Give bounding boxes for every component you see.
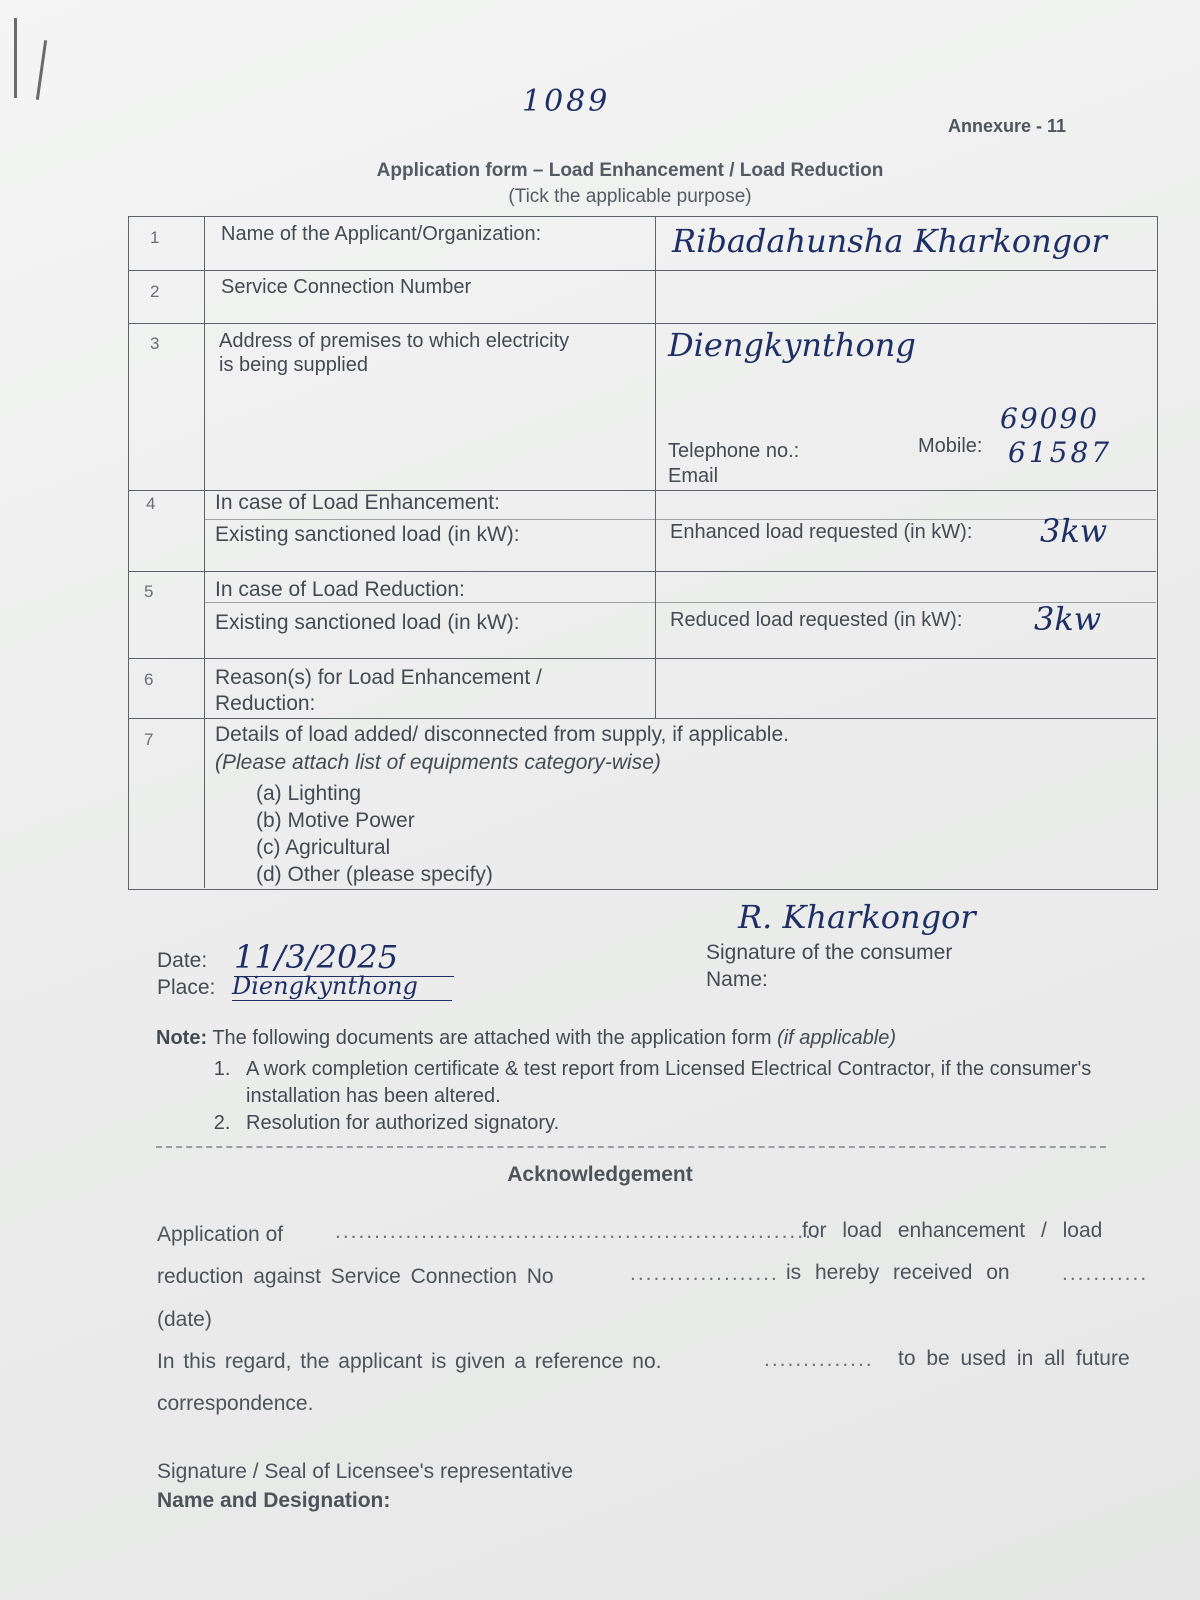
reduced-load-requested-value: 3kw (1034, 600, 1102, 638)
service-connection-label: Service Connection Number (221, 276, 472, 298)
name-designation-label: Name and Designation: (157, 1489, 391, 1512)
note-label: Note: (156, 1027, 208, 1049)
attached-documents-list (156, 1056, 1156, 1137)
mobile-value-line1: 69090 (1000, 402, 1100, 435)
load-details-label: Details of load added/ disconnected from supply, if applicable. (215, 723, 789, 746)
ack-line5: correspondence. (157, 1392, 314, 1415)
address-label-line2: is being supplied (219, 354, 368, 376)
row-number-3: 3 (150, 334, 160, 353)
ack-line2-start: reduction against Service Connection No (157, 1265, 554, 1288)
row-number-2: 2 (150, 282, 160, 301)
load-enhancement-heading: In case of Load Enhancement: (215, 491, 500, 514)
ack-line3: (date) (157, 1308, 212, 1331)
enhancement-existing-load-label: Existing sanctioned load (in kW): (215, 523, 520, 546)
enhanced-load-requested-label: Enhanced load requested (in kW): (670, 521, 973, 543)
equipment-category-item: (c) Agricultural (256, 836, 391, 859)
ack-line2-blank-1: ................... (630, 1262, 779, 1285)
table-col-divider-num (204, 216, 205, 888)
date-value: 11/3/2025 (234, 938, 454, 977)
reduced-load-requested-label: Reduced load requested (in kW): (670, 609, 963, 631)
ack-line2-blank-2: ........... (1062, 1262, 1149, 1285)
email-label: Email (668, 465, 719, 487)
acknowledgement-title: Acknowledgement (507, 1163, 693, 1186)
row-number-1: 1 (150, 228, 160, 247)
form-subtitle: (Tick the applicable purpose) (508, 186, 752, 207)
place-value: Diengkynthong (232, 972, 452, 1001)
applicant-name-value: Ribadahunsha Kharkongor (672, 222, 1107, 260)
annexure-label: Annexure - 11 (948, 116, 1067, 136)
pencil-mark (14, 18, 17, 98)
consumer-signature-label: Signature of the consumer (706, 941, 953, 964)
table-row-divider-4 (128, 571, 1156, 572)
note-qualifier: (if applicable) (777, 1027, 897, 1049)
table-col-divider-value (655, 216, 656, 718)
licensee-signature-label: Signature / Seal of Licensee's representative (157, 1460, 574, 1483)
equipment-category-item: (a) Lighting (256, 782, 362, 805)
table-row-divider-6 (128, 718, 1156, 719)
place-label: Place: (157, 976, 216, 999)
ack-line1-blank: .............................................................. (335, 1220, 821, 1243)
address-value: Diengkynthong (668, 326, 916, 364)
table-row-divider-2 (128, 323, 1156, 324)
mobile-label: Mobile: (918, 435, 983, 457)
pencil-mark-2 (36, 40, 47, 100)
date-label: Date: (157, 949, 208, 972)
ack-line4-blank: .............. (764, 1348, 874, 1371)
attached-document-item: 1. A work completion certificate & test report from Licensed Electrical Contractor, if the consumer's installation has been altered. (236, 1056, 1156, 1110)
ack-line4-start: In this regard, the applicant is given a reference no. (157, 1350, 662, 1373)
consumer-name-label: Name: (706, 968, 768, 991)
equipment-category-list (256, 780, 493, 888)
table-row-divider-5 (128, 658, 1156, 659)
load-reduction-heading: In case of Load Reduction: (215, 578, 465, 601)
reason-label-line2: Reduction: (215, 692, 316, 715)
equipment-category-item: (b) Motive Power (256, 809, 415, 832)
telephone-label: Telephone no.: (668, 440, 800, 462)
ack-line4-end: to be used in all future (898, 1347, 1130, 1370)
reason-label-line1: Reason(s) for Load Enhancement / (215, 666, 542, 689)
row-number-7: 7 (144, 730, 154, 749)
row-number-4: 4 (146, 494, 156, 513)
ack-line1-start: Application of (157, 1223, 284, 1246)
consumer-signature: R. Kharkongor (738, 898, 976, 936)
reduction-existing-load-label: Existing sanctioned load (in kW): (215, 611, 520, 634)
form-title: Application form – Load Enhancement / Load Reduction (376, 160, 884, 181)
mobile-value-line2: 61587 (1008, 436, 1113, 469)
attached-documents-note (156, 1025, 1156, 1137)
row-number-5: 5 (144, 582, 154, 601)
applicant-name-label: Name of the Applicant/Organization: (221, 223, 542, 245)
handwritten-form-number: 1089 (522, 84, 611, 119)
ack-line1-end: for load enhancement / load (802, 1219, 1103, 1242)
equipment-category-item: (d) Other (please specify) (256, 863, 493, 886)
address-label-line1: Address of premises to which electricity (219, 330, 570, 352)
note-text: The following documents are attached with the application form (212, 1027, 772, 1049)
load-details-note: (Please attach list of equipments category-wise) (215, 751, 661, 774)
ack-line2-end: is hereby received on (786, 1261, 1010, 1284)
enhanced-load-requested-value: 3kw (1040, 512, 1108, 550)
attached-document-item: 2. Resolution for authorized signatory. (236, 1110, 1156, 1137)
row-number-6: 6 (144, 670, 154, 689)
table-row-divider-1 (128, 270, 1156, 271)
tear-off-divider (156, 1146, 1106, 1148)
